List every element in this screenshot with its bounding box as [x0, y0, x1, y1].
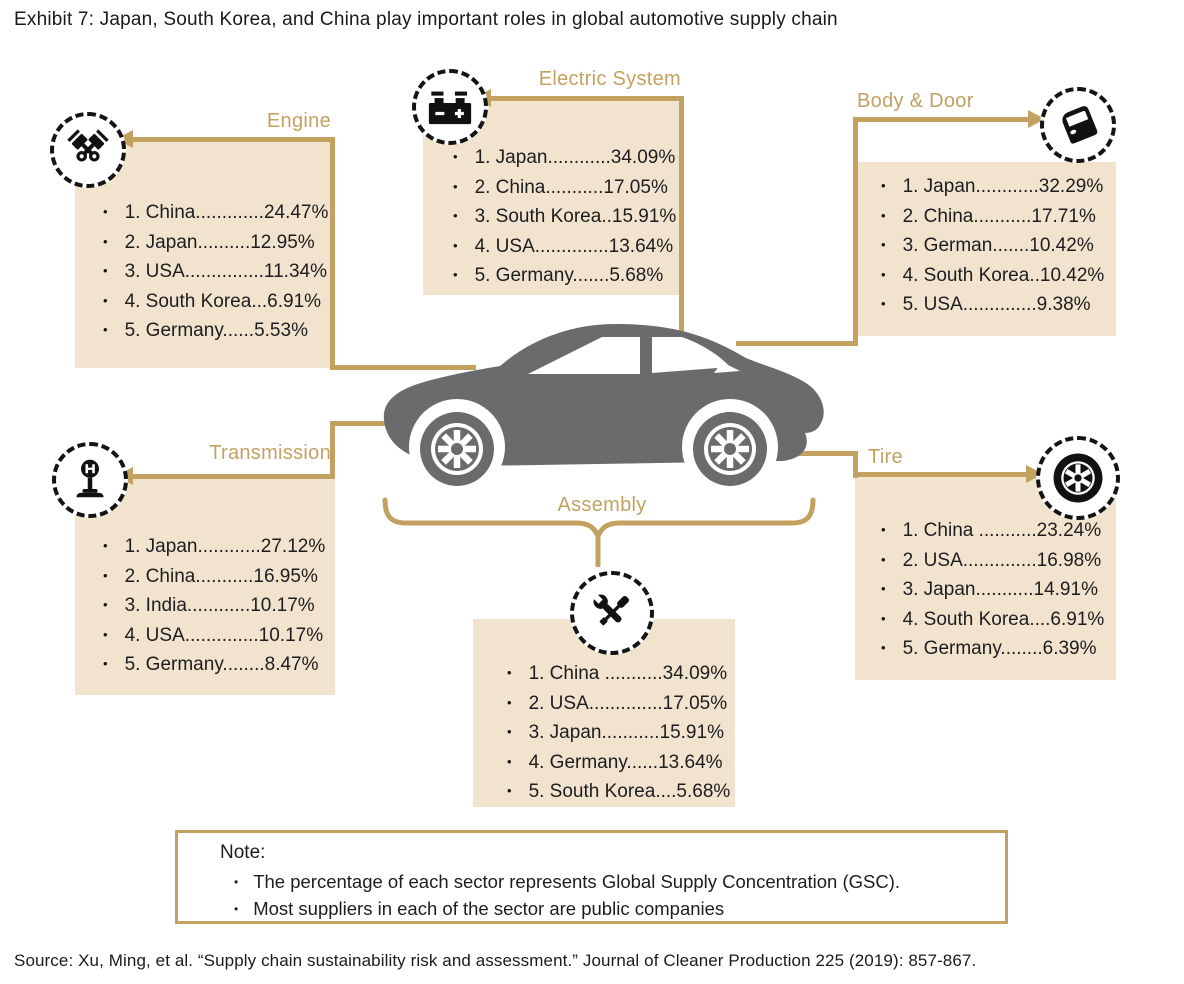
list-item: • 1. Japan............27.12%	[103, 532, 325, 562]
list-item: • 5. Germany........6.39%	[881, 634, 1104, 664]
bullet-glyph: •	[103, 204, 108, 219]
source-citation: Source: Xu, Ming, et al. “Supply chain sustainability risk and assessment.” Journal of Cleaner Production 225 (2019): 857-867.	[14, 951, 977, 970]
list-item: • 2. USA..............17.05%	[507, 689, 730, 719]
body-door-arrow-shaft	[855, 117, 1030, 122]
list-item: • 1. Japan............34.09%	[453, 143, 676, 173]
bullet-glyph: •	[881, 178, 886, 193]
bullet-glyph: •	[507, 694, 512, 710]
bullet-glyph: •	[881, 610, 886, 626]
bullet-glyph: •	[103, 322, 108, 337]
bullet-glyph: •	[453, 237, 458, 253]
bullet-glyph: •	[103, 626, 108, 642]
electric-connector-vertical	[679, 96, 684, 334]
assembly-label: Assembly	[557, 494, 647, 516]
list-item: • 4. USA..............10.17%	[103, 621, 325, 651]
car-silhouette	[378, 316, 826, 486]
engine-label: Engine	[266, 110, 331, 132]
bullet-glyph: •	[881, 581, 886, 596]
engine-arrow-shaft	[132, 137, 332, 142]
bullet-glyph: •	[881, 237, 886, 252]
bullet-glyph: •	[881, 640, 886, 655]
list-item: • 4. USA..............13.64%	[453, 232, 676, 262]
bullet-glyph: •	[881, 296, 886, 311]
gear-shifter-icon	[52, 442, 128, 518]
note-box	[175, 830, 1008, 924]
electric-system-label: Electric System	[538, 68, 681, 90]
note-heading: Note:	[220, 842, 266, 863]
bullet-glyph: •	[881, 266, 886, 282]
assembly-list	[507, 659, 730, 807]
bullet-glyph: •	[453, 267, 458, 282]
bullet-glyph: •	[507, 753, 512, 769]
bullet-glyph: •	[103, 597, 108, 612]
car-door-icon	[1040, 87, 1116, 163]
list-item: • 2. China...........17.05%	[453, 173, 676, 203]
electric-system-list	[453, 143, 676, 291]
transmission-arrow-shaft	[132, 474, 333, 479]
list-item: • 4. Germany......13.64%	[507, 748, 730, 778]
list-item: • 1. Japan............32.29%	[881, 172, 1104, 202]
bullet-glyph: •	[453, 149, 458, 164]
list-item: • 5. Germany.......5.68%	[453, 261, 676, 291]
list-item: • 3. South Korea..15.91%	[453, 202, 676, 232]
battery-icon	[412, 69, 488, 145]
engine-connector-vertical	[330, 137, 335, 370]
list-item: • 3. USA...............11.34%	[103, 257, 328, 287]
tire-list	[881, 516, 1104, 664]
note-bullet-row: • Most suppliers in each of the sector are public companies	[234, 898, 725, 919]
electric-arrow-shaft	[490, 96, 683, 101]
bullet-glyph: •	[507, 783, 512, 798]
list-item: • 1. China ...........34.09%	[507, 659, 730, 689]
bullet-glyph: •	[103, 292, 108, 308]
bullet-glyph: •	[234, 875, 239, 889]
list-item: • 3. India............10.17%	[103, 591, 325, 621]
bullet-glyph: •	[103, 567, 108, 583]
list-item: • 4. South Korea...6.91%	[103, 287, 328, 317]
body-door-label: Body & Door	[857, 90, 974, 112]
bullet-glyph: •	[103, 233, 108, 249]
rear-wheel	[693, 412, 767, 486]
bullet-glyph: •	[103, 263, 108, 278]
pistons-icon	[50, 112, 126, 188]
note-bullet-row: • The percentage of each sector represents Global Supply Concentration (GSC).	[234, 871, 901, 892]
list-item: • 1. China.............24.47%	[103, 198, 328, 228]
list-item: • 2. China...........17.71%	[881, 202, 1104, 232]
tools-icon	[570, 571, 654, 655]
list-item: • 2. Japan..........12.95%	[103, 228, 328, 258]
list-item: • 2. China...........16.95%	[103, 562, 325, 592]
bullet-glyph: •	[881, 551, 886, 567]
body-door-list	[881, 172, 1104, 320]
list-item: • 3. German.......10.42%	[881, 231, 1104, 261]
tire-label: Tire	[868, 446, 903, 468]
bullet-glyph: •	[507, 665, 512, 680]
bullet-glyph: •	[507, 724, 512, 739]
transmission-label: Transmission	[209, 442, 331, 464]
list-item: • 5. Germany......5.53%	[103, 316, 328, 346]
bullet-glyph: •	[881, 522, 886, 537]
list-item: • 3. Japan...........15.91%	[507, 718, 730, 748]
list-item: • 1. China ...........23.24%	[881, 516, 1104, 546]
bullet-glyph: •	[103, 538, 108, 553]
bullet-glyph: •	[453, 208, 458, 223]
front-wheel	[420, 412, 494, 486]
bullet-glyph: •	[234, 902, 239, 916]
list-item: • 4. South Korea....6.91%	[881, 605, 1104, 635]
list-item: • 3. Japan...........14.91%	[881, 575, 1104, 605]
list-item: • 5. South Korea....5.68%	[507, 777, 730, 807]
list-item: • 2. USA..............16.98%	[881, 546, 1104, 576]
body-door-connector-vertical	[853, 117, 858, 345]
bullet-glyph: •	[453, 178, 458, 194]
bullet-glyph: •	[103, 656, 108, 671]
list-item: • 5. Germany........8.47%	[103, 650, 325, 680]
page-title: Exhibit 7: Japan, South Korea, and China play important roles in global automotive supply chain	[14, 9, 838, 30]
bullet-glyph: •	[881, 207, 886, 223]
wheel-icon	[1036, 436, 1120, 520]
engine-list	[103, 198, 328, 346]
tire-arrow-shaft	[855, 472, 1028, 477]
list-item: • 4. South Korea..10.42%	[881, 261, 1104, 291]
transmission-list	[103, 532, 325, 680]
list-item: • 5. USA..............9.38%	[881, 290, 1104, 320]
